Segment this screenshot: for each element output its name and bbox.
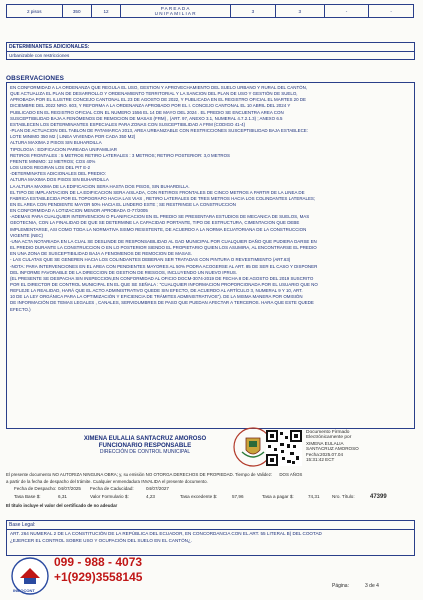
titulo-number: 47399	[370, 494, 387, 500]
observacion-line: ESTABLECEN LOS DETERMINANTES ESPECIALES PARA ZONAS CON SUSCEPTIBILIDAD A FRM (CODIGO 41-4)	[10, 121, 246, 127]
tasa-base: 6,31	[58, 494, 67, 499]
observacion-line: EN UNA ZONA DE SUSCEPTIBILIDAD BAJA A FENOMENOS DE REMOCION DE MASAS.	[10, 251, 192, 257]
dates-row	[6, 486, 416, 493]
esig-name-2: SANTACRUZ AMOROSO	[306, 446, 359, 452]
tasa-excedente-label: Tasa excedente $:	[180, 494, 218, 499]
observacion-line: SUSCEPTIBILIDAD BAJA A FENÓMENOS DE REMOCION DE MASAS (FRM) , (ART. 97, ANEXO 3.1, NUMERAL 4.7.2.1.3) ; ANEXO 6.5	[10, 115, 283, 121]
observacion-line: -DETERMINATES ADICIONALES DEL PREDIO:	[10, 171, 106, 177]
cell-extra: -	[369, 5, 414, 18]
observacion-line: EL PREDIO DURANTE LA CONSTRUCCION O EN LO POSTERIOR SIENDO EL PROPIETARIO QUIEN LOS ASUMIRA, AL ENCONTRARSE EL PREDIO	[10, 245, 317, 251]
determinants-table-row	[6, 4, 414, 18]
cell-frente: 12	[91, 5, 120, 18]
logo-text: INMOCONT	[13, 588, 35, 593]
observacion-line: DE INFORMACIÓN DE TEMAS LEGALES , CANALES, SERVIDUMBRES DE PASO QUE PUEDAN AFECTAR A TERCEROS. HARA QUE ESTE QUEDE	[10, 300, 314, 306]
observacion-line: APROBADA POR EL ILUSTRE CONCEJO CANTONAL EL 23 DE AGOSTO DE 2022, Y PUBLICADA EN EL REGISTRO OFICIAL EL MARTES 20 DE	[10, 97, 307, 103]
observacion-line: QUE ACTUALIZA EL PLAN DE DESARROLLO Y ORDENAMIENTO TERRITORIAL Y LA SANCION DEL PLAN DE USO Y GESTIÓN DE SUELO,	[10, 91, 298, 97]
fees-row	[6, 494, 416, 501]
cell-pisos: 2 pisos	[7, 5, 63, 18]
observacion-line: IMPLEMENTARSE, ASI COMO TODA LA NORMATIVA SISMO RESISTENTE, DE ACUERDO A LA NORMA ECUATORIANA DE LA CONSTRUCCION	[10, 226, 307, 232]
observacion-line: - LAS CULATAS QUE SE GENEREN HACIA LOS COLINDANTES DEBERAN SER TRATADAS CON PINTURA O REVESTIMIENTO (ART.63)	[10, 257, 291, 263]
observacion-line: EN CONFORMIDAD A LA ORDENANZA QUE REGULA EL USO, GESTION Y APROVECHAMIENTO DEL SUELO URBANO Y RURAL DEL CANTÓN,	[10, 85, 308, 90]
observaciones-title: OBSERVACIONES	[6, 75, 65, 82]
page-number: 3 de 4	[365, 583, 379, 589]
fecha-caducidad: 04/07/2027	[146, 486, 169, 491]
observacion-line: (EL PRESENTE SE DESPACHA SIN INSPECCION,EN CONFORMIDAD AL OFICIO DGCM-3074-2019 DE FECHA 8 DE AGOSTO DEL 2019 SUSCRITO	[10, 275, 314, 281]
observacion-line: DEL INFORME FAVORABLE DE LA DIRECCION DE GESTION DE RIESGOS, INCLUYENDO UN NUEVO IPRUS.	[10, 269, 238, 275]
esig-time: 15:31:42 ECT	[306, 457, 335, 463]
determinantes-title: DETERMINANTES ADICIONALES:	[9, 44, 90, 50]
observacion-line: VIGENTE (NEC)	[10, 232, 44, 238]
esig-name-1: XIMENA EULALIA	[306, 440, 344, 446]
base-legal-line-1: ART. 264 NUMERAL 2 DE LA CONSTITUCIÓN DE LA REPÚBLICA DEL ECUADOR, EN CONCORDANCIA CON EL ART. 55 LITERAL B) DEL COOTAD	[10, 531, 322, 536]
observaciones-box	[6, 82, 415, 429]
observacion-line: ALTURA MAXIMA DOS PISOS SIN BUHARDILLA	[10, 177, 109, 183]
esig-date: Fecha:2025.07.04	[306, 451, 344, 457]
signer-dept: DIRECCIÓN DE CONTROL MUNICIPAL	[99, 449, 191, 455]
observacion-line: TIPOLOGIA : EDIFICACION PAREADA UNIFAMILIAR	[10, 146, 117, 152]
phone-1[interactable]: 099 - 988 - 4073	[54, 555, 143, 569]
titulo-label: Nro. Título:	[332, 494, 355, 499]
fecha-despacho-label: Fecha de Despacho:	[14, 486, 57, 491]
observacion-line: GEOTECNIA, CON LA FINALIDAD DE QUE SE DETERMINE LA CAPACIDAD PORTANTE, TIPO DE ESTRUCTURA, CIMENTACION QUE DEBE	[10, 220, 300, 226]
observacion-line: FABRICA ESTABLECIDA POR EL TOPOGRAFO HACIA LAS VIAS , RETIRO LATERALES DE TRES METROS HACIA LOS COLINDANTES LATERALES;	[10, 195, 316, 201]
observacion-line: LOTE MINIMO 350 M2 ( LINEA VIVIENDA POR CADA 350 M2)	[10, 134, 136, 140]
observacion-line: -UNA ACTA NOTARIADA EN LA CUAL SE DESLINDE DE RESPONSABILIDAD AL GAD MUNICIPAL POR CUALQUIER DAÑO QUE PUDIERA DARSE EN	[10, 238, 317, 244]
invalid-notice: a partir de la fecha de despacho del trámite. Cualquier enmendadura INVALIDA el presente documento.	[6, 479, 208, 484]
signature-block	[70, 436, 220, 455]
valor-formulario-label: Valor Formulario $:	[90, 494, 129, 499]
tasa-pagar-label: Tasa a pagar $:	[262, 494, 294, 499]
observacion-line: FRENTE MINIMO: 12 METROS; COS 40%	[10, 158, 96, 164]
observacion-line: LA ALTURA MAXIMA DE LA EDIFICACION SERA HASTA DOS PISOS, SIN BUHARDILLA.	[10, 183, 190, 189]
observacion-line: PUBLICADO EN EL REGISTRO OFICIAL CON EL NUMERO 1556 EL 14 DE MAYO DEL 2024 . EL PREDIO SE ENCUENTRA AREA CON	[10, 109, 284, 115]
observacion-line: DICIEMBRE DEL 2022 NRO. 603, Y REFORMA A LA ORDENANZA APROBADO POR EL I. CONCEJO CANTONAL EL 10 ABRIL DEL 2024 Y	[10, 103, 291, 109]
observacion-line: EN CONFORMIDAD A LOTIZACION MENOR APROBADA O-77/2005	[10, 208, 148, 214]
determinantes-value: Urbanizable con restricciones	[7, 51, 414, 59]
fecha-despacho: 04/07/2025	[58, 486, 81, 491]
electronic-signature	[306, 430, 376, 462]
esig-title: Documento Firmado Electrónicamente por	[306, 430, 352, 441]
fecha-caducidad-label: Fecha de Caducidad:	[90, 486, 134, 491]
page-label: Página:	[332, 583, 349, 589]
observacion-line: REFLEJE LA REALIDAD, HARÁ QUE EL ACTO ADMINISTRATIVO QUEDE SIN EFECTO, DE ACUERDO AL ARTÍCULO 3, NUMERAL 9 Y 10, ART.	[10, 288, 303, 294]
observacion-line: EFECTO.)	[10, 306, 31, 312]
valor-formulario: 4,23	[146, 494, 155, 499]
phone-block	[54, 555, 142, 585]
cell-lote: 350	[62, 5, 91, 18]
observacion-line: LOS USOS REGIRAN LOS DEL PIT E-2	[10, 165, 91, 171]
observacion-line: -ADEMAS PARA CUALQUIER INTERVENCION O PLANIFICACION EN EL PREDIO SE PRESENTARA ESTUDIOS DE MECANICA DE SUELOS, MAS	[10, 214, 310, 220]
observacion-line: EN EL AREA CON PENDIENTE MAYOR 50% HACIA EL LINDERO ESTE ; SE RESTRINGE LA CONSTRUCCION	[10, 201, 236, 207]
observacion-line: -PLAN DE ACTUACION DEL TABLON DE PATAMARCA 2013, AREA URBANIZABLE CON RESTRICCIONES SUSCEPTIBILIDAD BAJA ESTABLECE:	[10, 128, 308, 134]
observacion-line: 10 DE LA LEY ORGÁNICA PARA LA OPTIMIZACIÓN Y EFICIENCIA DE TRÁMITES ADMINISTRATIVOS"). DE LA MISMA MANERA POR OMISIÓN	[10, 294, 303, 300]
observaciones-text	[7, 83, 414, 315]
observacion-line: EL TIPO DE IMPLANTACION DE LA EDIFICACION SERA AISLADA, CON RETIROS FRONTALES DE CINCO METROS A PARTIR DE LA LINEA DE	[10, 189, 305, 195]
validity-text: El presente documento NO AUTORIZA NINGUNA OBRA; y, su emisión NO OTORGA DERECHOS DE PROPIEDAD. Tiempo de Validez:	[6, 472, 273, 477]
cell-retiro-lateral: 3	[275, 5, 324, 18]
signer-name: XIMENA EULALIA SANTACRUZ AMOROSO	[83, 436, 207, 442]
determinantes-box	[6, 42, 415, 60]
phone-2[interactable]: +1(929)3558145	[54, 570, 143, 584]
tasa-base-label: Tasa Base $:	[14, 494, 41, 499]
observacion-line: ALTURA MAXIMA 2 PISOS SIN BUHARDILLA	[10, 140, 102, 146]
qr-code-icon	[266, 430, 302, 466]
tasa-pagar: 74,31	[308, 494, 320, 499]
fees-note: El título incluye el valor del certificado de no adeudar	[6, 503, 118, 508]
base-legal-line-2: ¿EJERCER EL CONTROL SOBRE USO Y OCUPACIÓN DEL SUELO EN EL CANTÓN¿.	[10, 538, 193, 543]
validity-period: DOS AÑOS	[279, 472, 303, 477]
base-legal-title: Base Legal:	[7, 521, 414, 530]
tasa-excedente: 57,96	[232, 494, 244, 499]
signer-role: FUNCIONARIO RESPONSABLE	[98, 442, 192, 449]
cell-retiro-frontal: 3	[231, 5, 276, 18]
validity-notice	[6, 472, 302, 477]
base-legal-box	[6, 520, 415, 556]
observacion-line: -NOTA: PARA INTERVENCIONES EN EL AREA CON PENDIENTES MAYORES AL 50% PODRA ACOGERSE AL ART. 85 DE SER EL CASO Y DISPONER	[10, 263, 318, 269]
cell-tipologia: PAREADA UNIFAMILIAR	[121, 5, 231, 18]
observacion-line: RETIROS FRONTALES : 5 METROS RETIRO LATERALES : 3 METROS; RETIRO POSTERIOR: 3,0 METROS	[10, 152, 231, 158]
cell-retiro-posterior: -	[324, 5, 369, 18]
observacion-line: POR EL DIRECTOR DE CONTROL MUNICIPAL EN EL QUE SE SEÑALA : "CUALQUIER INFORMACION PROPORCIONADA POR EL USUARIO QUE NO	[10, 282, 318, 287]
